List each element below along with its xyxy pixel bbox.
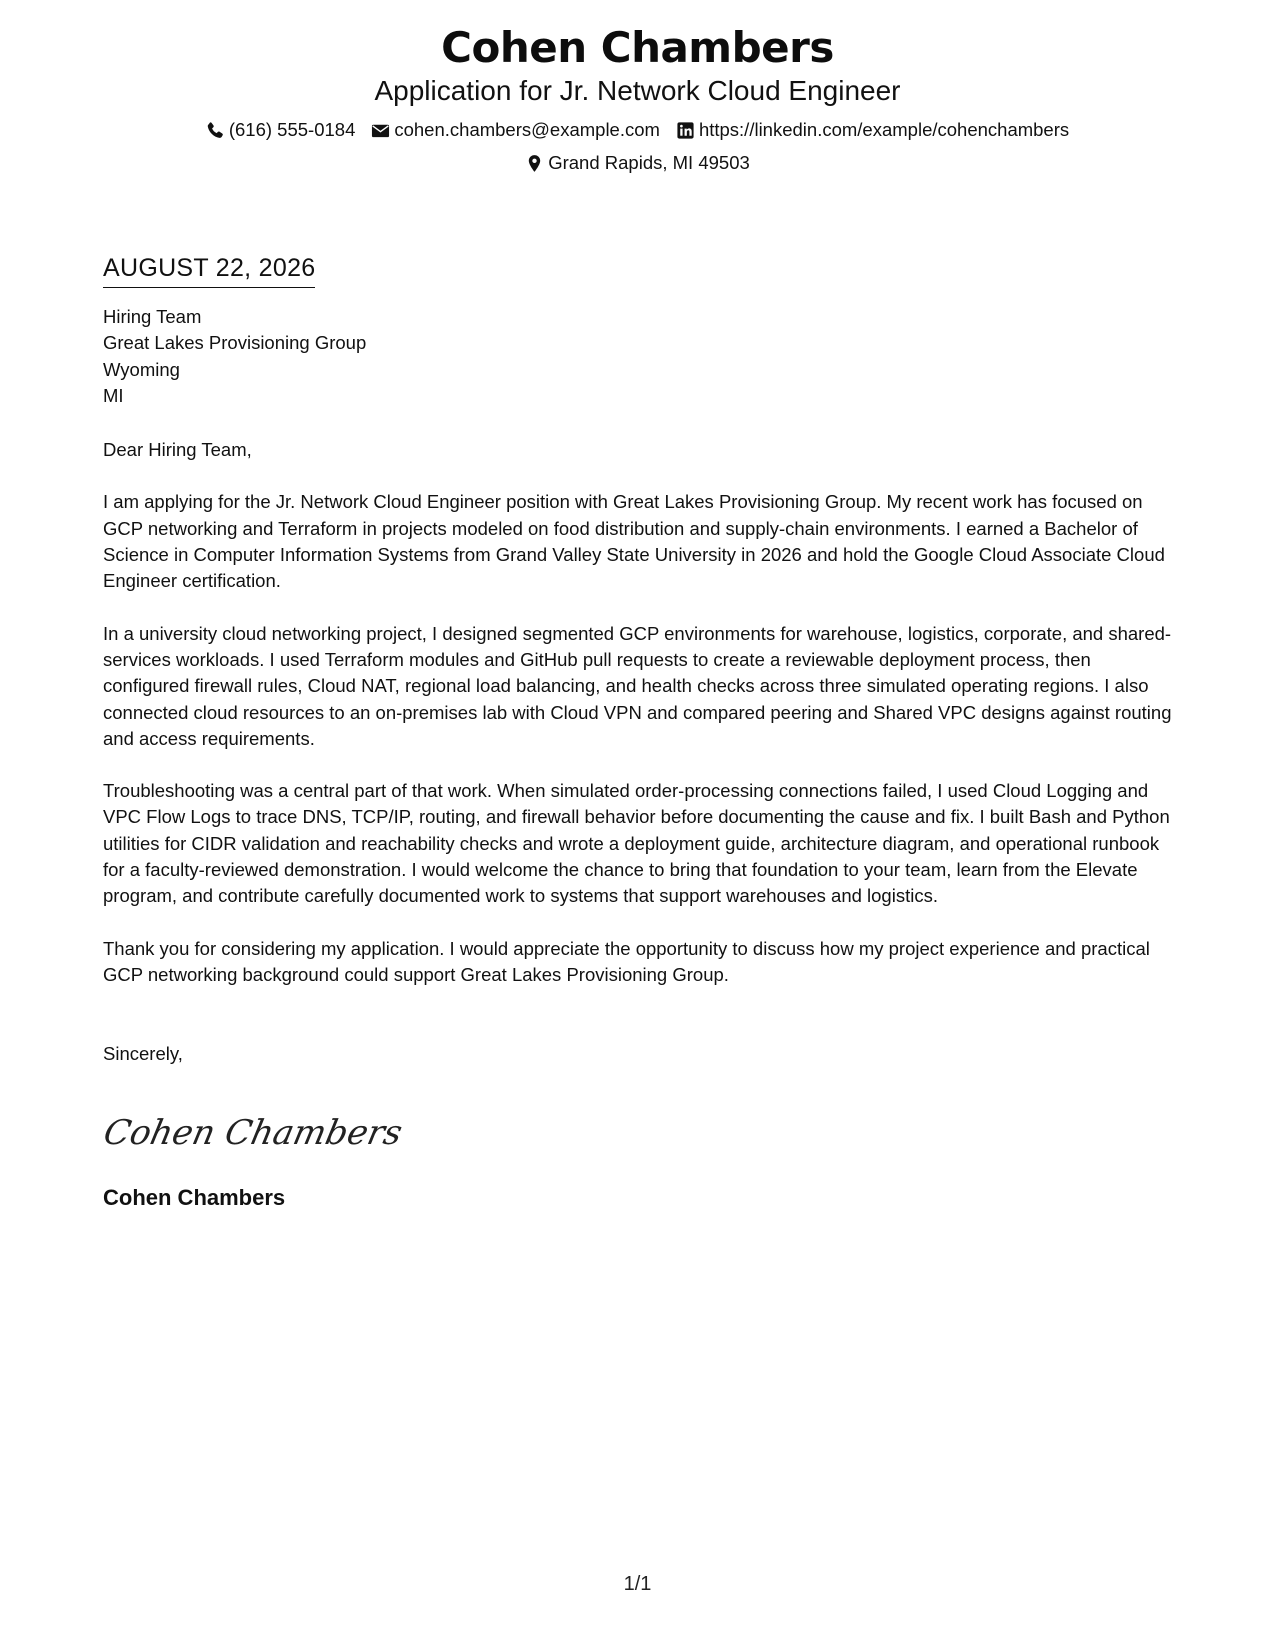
contact-phone xyxy=(206,118,356,142)
closing: Sincerely, xyxy=(103,1043,183,1065)
phone-icon xyxy=(206,121,225,140)
contact-row xyxy=(0,118,1275,142)
salutation: Dear Hiring Team, xyxy=(103,439,252,461)
body-paragraph: In a university cloud networking project, I designed segmented GCP environments for warehouse, logistics, corporate, and shared-services workloads. I used Terraform modules and GitHub pull requests to create a reviewable deployment process, then configured firewall rules, Cloud NAT, regional load balancing, and health checks across three simulated operating regions. I also connected cloud resources to an on-premises lab with Cloud VPN and compared peering and Shared VPC designs against routing and access requirements. xyxy=(103,622,1172,749)
recipient-line: MI xyxy=(103,384,124,406)
applicant-name: Cohen Chambers xyxy=(441,23,834,72)
location-row xyxy=(0,151,1275,175)
signed-name: Cohen Chambers xyxy=(103,1184,286,1210)
map-marker-icon xyxy=(525,154,544,173)
letter-date: AUGUST 22, 2026 xyxy=(103,253,315,288)
linkedin-url[interactable]: https://linkedin.com/example/cohenchambers xyxy=(698,119,1070,140)
body-paragraph: I am applying for the Jr. Network Cloud Engineer position with Great Lakes Provisioning Group. My recent work has focused on GCP networking and Terraform in projects modeled on food distribution and supply-chain environments. I earned a Bachelor of Science in Computer Information Systems from Grand Valley State University in 2026 and hold the Google Cloud Associate Cloud Engineer certification. xyxy=(103,491,1165,592)
handwritten-signature xyxy=(100,1102,1175,1162)
page-number: 1/1 xyxy=(623,1573,652,1595)
envelope-icon xyxy=(371,121,390,140)
signature-text: Cohen Chambers xyxy=(100,1112,406,1153)
phone-number[interactable]: (616) 555-0184 xyxy=(228,119,356,140)
body-paragraph: Thank you for considering my application. I would appreciate the opportunity to discuss how my project experience and practical GCP networking background could support Great Lakes Provisioning Group. xyxy=(103,937,1150,985)
recipient-block xyxy=(103,304,1175,409)
application-title: Application for Jr. Network Cloud Engineer xyxy=(374,75,901,106)
contact-email xyxy=(371,118,660,142)
letter-header xyxy=(0,22,1275,175)
recipient-line: Hiring Team xyxy=(103,306,202,327)
location-text: Grand Rapids, MI 49503 xyxy=(548,152,750,173)
linkedin-icon xyxy=(676,121,695,140)
letter-body xyxy=(100,253,1175,1212)
recipient-line: Great Lakes Provisioning Group xyxy=(103,332,367,354)
email-address[interactable]: cohen.chambers@example.com xyxy=(394,119,660,140)
contact-linkedin xyxy=(676,118,1069,142)
body-paragraph: Troubleshooting was a central part of that work. When simulated order-processing connections failed, I used Cloud Logging and VPC Flow Logs to trace DNS, TCP/IP, routing, and firewall behavior before documenting the cause and fix. I built Bash and Python utilities for CIDR validation and reachability checks and wrote a deployment guide, architecture diagram, and operational runbook for a faculty-reviewed demonstration. I would welcome the chance to bring that foundation to your team, learn from the Elevate program, and contribute carefully documented work to systems that support warehouses and logistics. xyxy=(103,780,1170,907)
recipient-line: Wyoming xyxy=(103,358,180,380)
contact-location xyxy=(525,151,750,175)
